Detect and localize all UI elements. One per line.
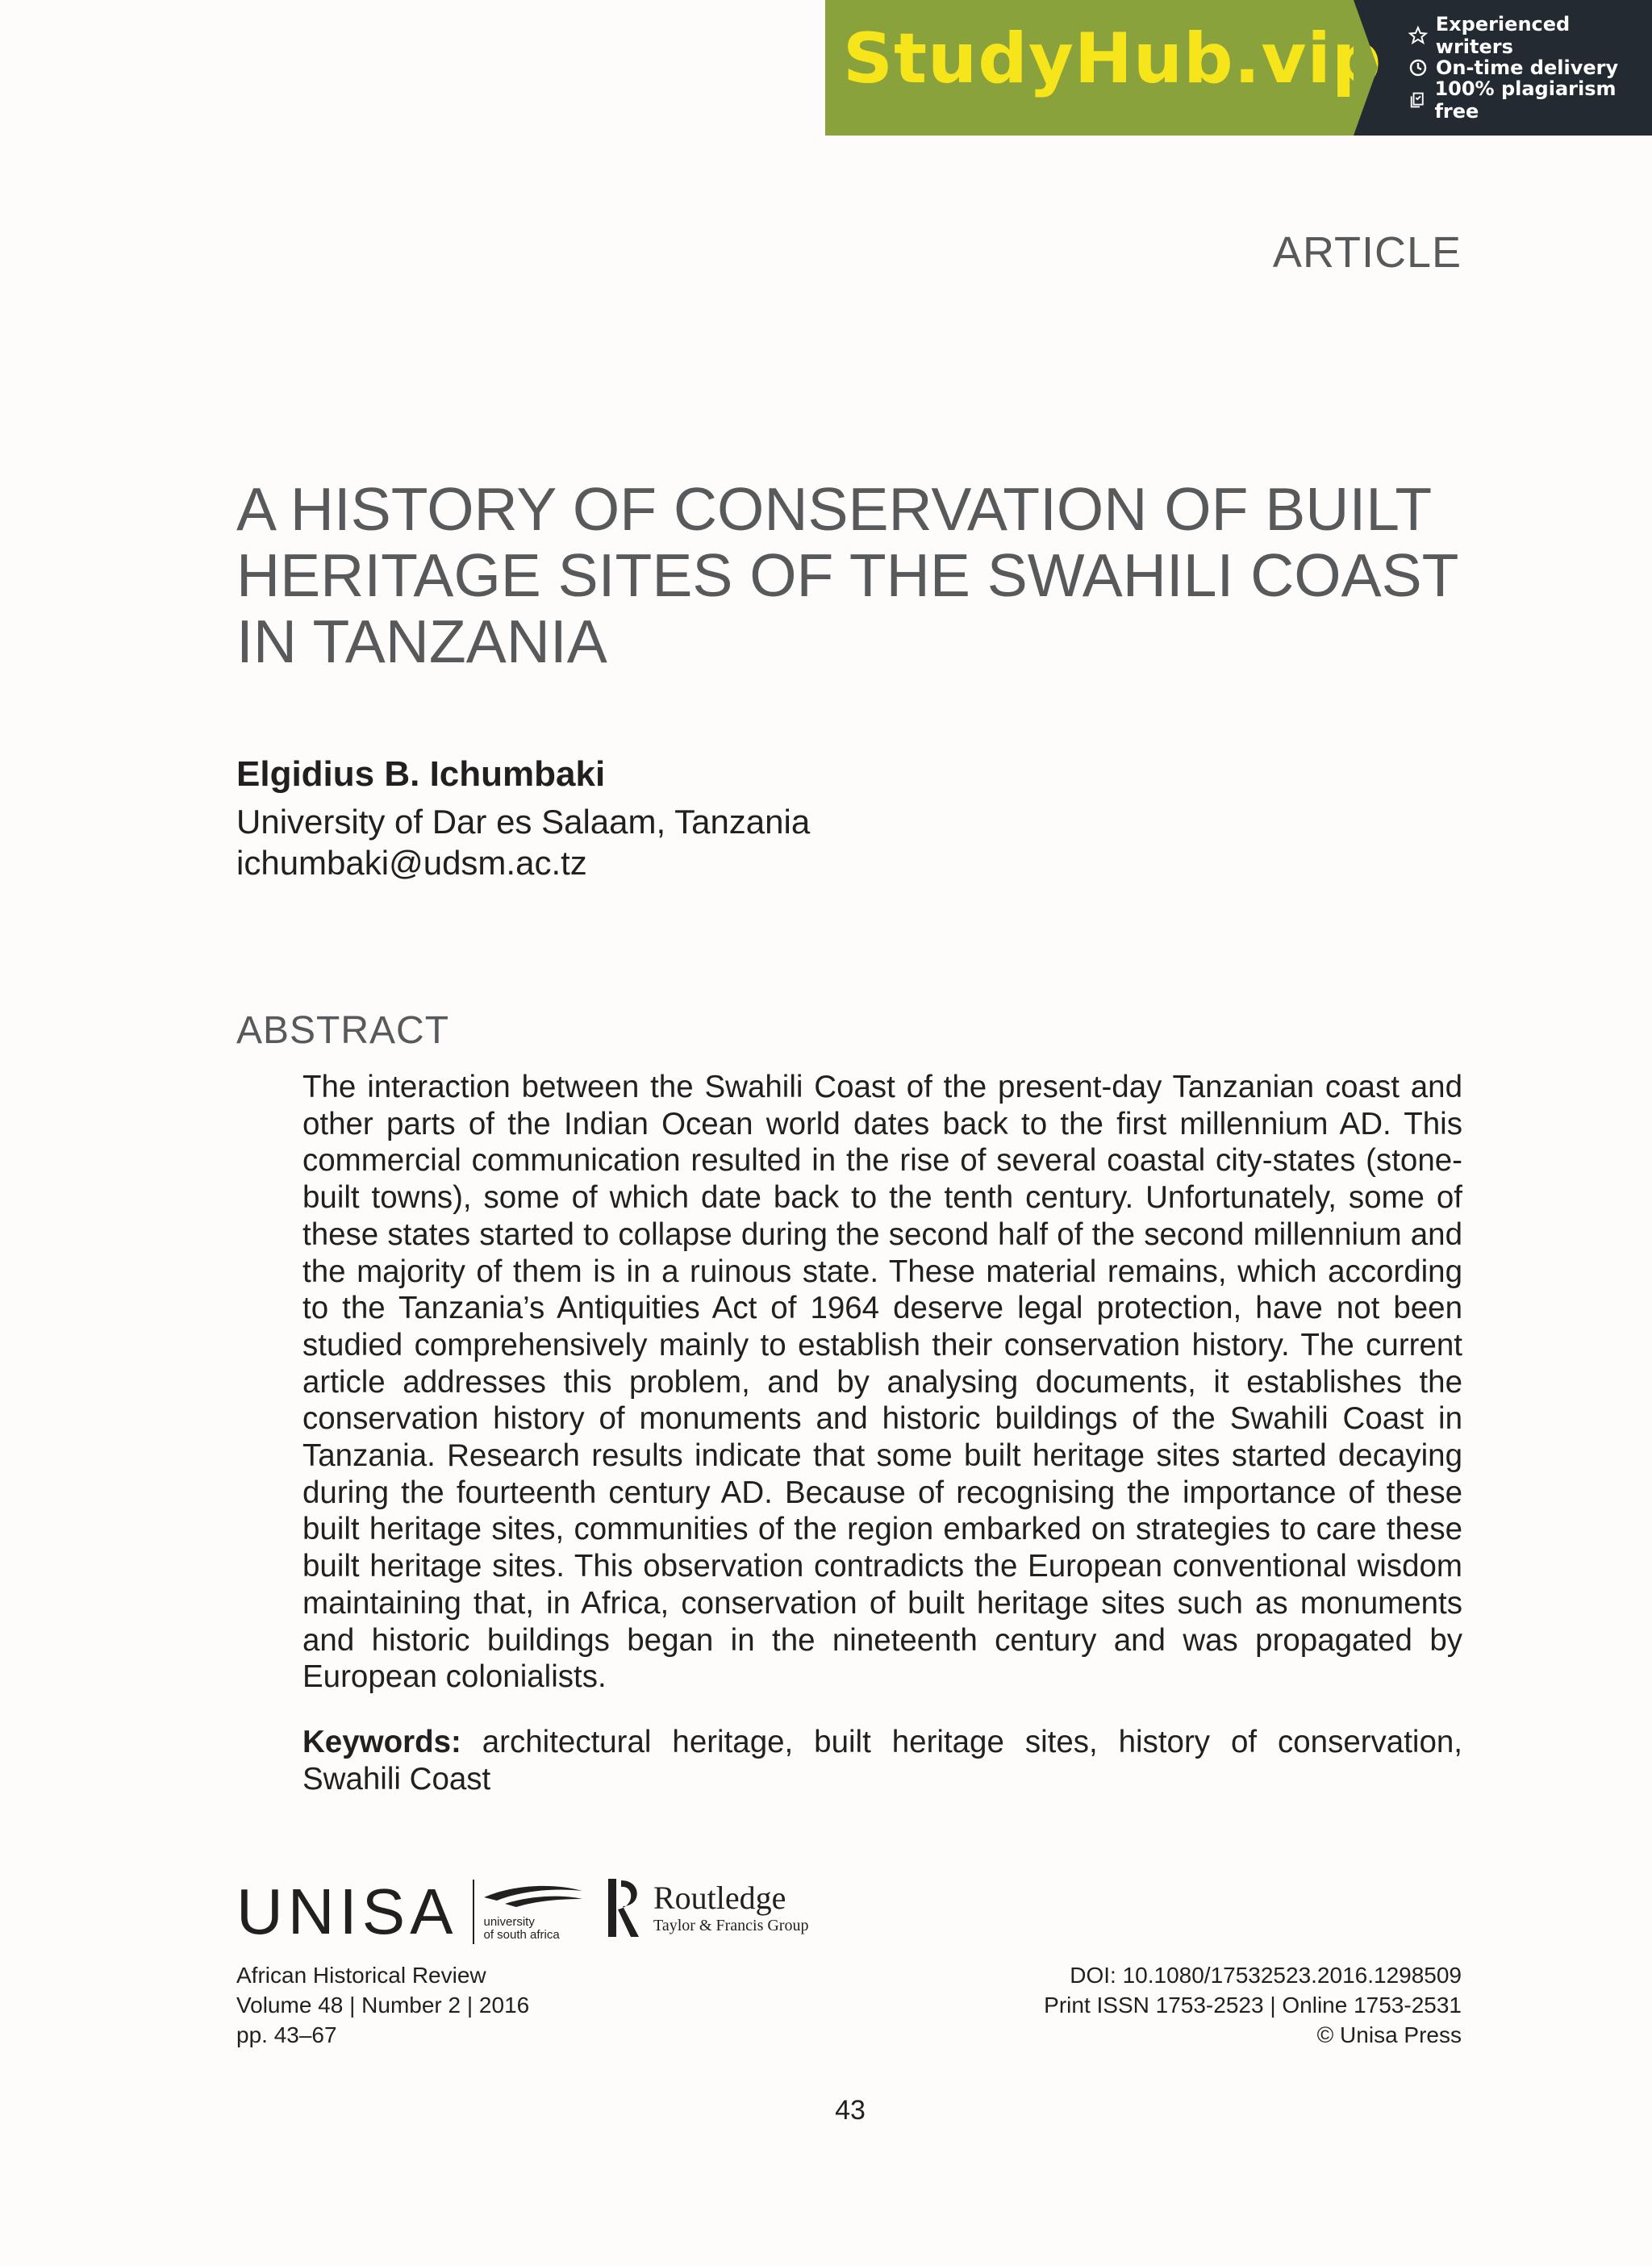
issn: Print ISSN 1753-2523 | Online 1753-2531 bbox=[1044, 1993, 1462, 2018]
unisa-logo bbox=[236, 1872, 586, 1947]
routledge-text bbox=[653, 1880, 808, 1935]
keywords-paragraph bbox=[302, 1724, 1462, 1798]
feature-label: 100% plagiarism free bbox=[1434, 77, 1617, 123]
routledge-group: Taylor & Francis Group bbox=[653, 1917, 809, 1934]
author-affiliation: University of Dar es Salaam, Tanzania bbox=[236, 803, 811, 841]
article-title: A HISTORY OF CONSERVATION OF BUILT HERITAGE SITES OF THE SWAHILI COAST IN TANZANIA bbox=[236, 475, 1458, 675]
journal-volume: Volume 48 | Number 2 | 2016 bbox=[236, 1993, 530, 2018]
abstract-body: The interaction between the Swahili Coast of the present-day Tanzanian coast and other parts of the Indian Ocean world dates back to the first millennium AD. This commercial communication resulted in the rise of several coastal city-states (stone-built towns), some of which date back to the tenth century. Unfortunately, some of these states started to collapse during the second half of the second millennium and the majority of them is in a ruinous state. These material remains, which according to the Tanzania’s Antiquities Act of 1964 deserve legal protection, have not been studied comprehensively mainly to establish their conservation history. The current article addresses this problem, and by analysing documents, it establishes the conservation history of monuments and historic buildings of the Swahili Coast in Tanzania. Research results indicate that some built heritage sites started decaying during the fourteenth century AD. Because of recognising the importance of these built heritage sites, communities of the region embarked on strategies to care these built heritage sites. This observation contradicts the European conventional wisdom maintaining that, in Africa, conservation of built heritage sites such as monuments and historic buildings began in the nineteenth century and was propagated by European colonialists. bbox=[302, 1070, 1462, 1695]
journal-pages: pp. 43–67 bbox=[236, 2022, 337, 2047]
star-icon bbox=[1408, 26, 1428, 45]
keywords-list: architectural heritage, built heritage sites, history of conservation, Swahili Coast bbox=[302, 1725, 1462, 1797]
feature-experienced-writers bbox=[1408, 13, 1652, 58]
publisher: © Unisa Press bbox=[1316, 2022, 1462, 2047]
unisa-wordmark: UNISA bbox=[236, 1876, 458, 1947]
clock-icon bbox=[1408, 58, 1428, 77]
studyhub-banner[interactable] bbox=[825, 0, 1652, 136]
author-email[interactable]: ichumbaki@udsm.ac.tz bbox=[236, 844, 587, 882]
unisa-sub-line1: university bbox=[483, 1915, 535, 1929]
feature-label: On-time delivery bbox=[1436, 56, 1619, 79]
brand-logo-text[interactable]: StudyHub.vip bbox=[843, 19, 1383, 99]
feature-label: Experienced writers bbox=[1435, 13, 1571, 58]
page-number: 43 bbox=[835, 2095, 866, 2126]
publication-info bbox=[1044, 1960, 1462, 2050]
abstract-heading: ABSTRACT bbox=[236, 1009, 450, 1052]
journal-info bbox=[236, 1960, 529, 2050]
document-icon bbox=[1408, 90, 1426, 110]
unisa-sub-line2: of south africa bbox=[483, 1928, 560, 1942]
article-type-label: ARTICLE bbox=[1272, 228, 1462, 277]
keywords-label: Keywords: bbox=[302, 1725, 461, 1759]
unisa-divider bbox=[473, 1880, 474, 1944]
banner-brand-area bbox=[825, 0, 1383, 136]
banner-features bbox=[1354, 0, 1652, 136]
author-name: Elgidius B. Ichumbaki bbox=[236, 754, 606, 794]
unisa-subtitle bbox=[481, 1880, 586, 1944]
feature-plagiarism-free bbox=[1408, 77, 1652, 123]
routledge-name: Routledge bbox=[653, 1880, 786, 1916]
routledge-logo bbox=[607, 1876, 808, 1940]
journal-name: African Historical Review bbox=[236, 1963, 486, 1988]
unisa-swoosh-icon bbox=[481, 1880, 586, 1912]
routledge-r-icon bbox=[607, 1876, 647, 1940]
doi[interactable]: DOI: 10.1080/17532523.2016.1298509 bbox=[1070, 1963, 1462, 1988]
